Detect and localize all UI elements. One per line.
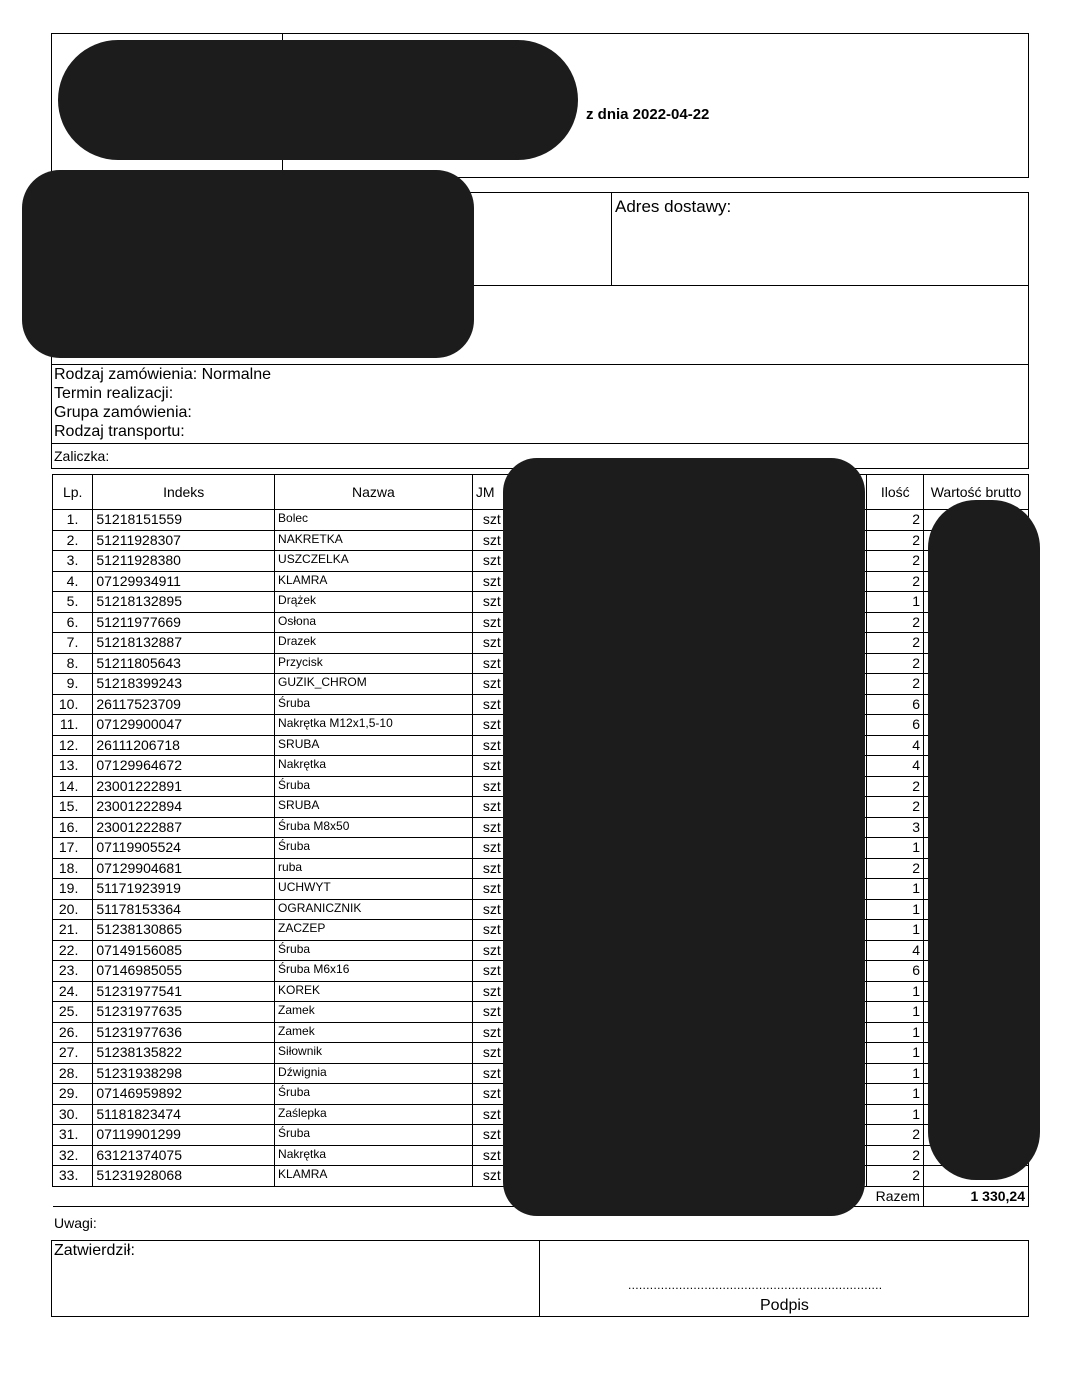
row-quantity: 4	[867, 756, 924, 777]
row-unit: szt	[472, 1022, 512, 1043]
row-lp: 20.	[53, 899, 93, 920]
col-value: Wartość brutto	[923, 475, 1028, 510]
row-index: 51218151559	[93, 510, 275, 531]
row-lp: 15.	[53, 797, 93, 818]
col-qty: Ilość	[867, 475, 924, 510]
row-name: Śruba	[275, 1125, 473, 1146]
row-quantity: 2	[867, 571, 924, 592]
row-quantity: 1	[867, 838, 924, 859]
row-index: 51218132887	[93, 633, 275, 654]
row-unit: szt	[472, 510, 512, 531]
row-unit: szt	[472, 530, 512, 551]
row-quantity: 2	[867, 1125, 924, 1146]
row-index: 07146959892	[93, 1084, 275, 1105]
row-unit: szt	[472, 797, 512, 818]
row-unit: szt	[472, 776, 512, 797]
row-name: KOREK	[275, 981, 473, 1002]
row-index: 51218132895	[93, 592, 275, 613]
row-unit: szt	[472, 858, 512, 879]
delivery-address-label: Adres dostawy:	[615, 197, 732, 216]
row-lp: 12.	[53, 735, 93, 756]
row-name: Śruba	[275, 1084, 473, 1105]
row-unit: szt	[472, 674, 512, 695]
row-unit: szt	[472, 1145, 512, 1166]
row-index: 23001222894	[93, 797, 275, 818]
row-unit: szt	[472, 694, 512, 715]
row-unit: szt	[472, 1002, 512, 1023]
row-unit: szt	[472, 571, 512, 592]
row-quantity: 1	[867, 981, 924, 1002]
row-unit: szt	[472, 1063, 512, 1084]
row-lp: 16.	[53, 817, 93, 838]
row-quantity: 2	[867, 530, 924, 551]
row-lp: 4.	[53, 571, 93, 592]
row-quantity: 2	[867, 653, 924, 674]
row-name: ruba	[275, 858, 473, 879]
row-name: KLAMRA	[275, 571, 473, 592]
row-lp: 32.	[53, 1145, 93, 1166]
row-index: 51238130865	[93, 920, 275, 941]
row-name: UCHWYT	[275, 879, 473, 900]
row-name: Drążek	[275, 592, 473, 613]
row-lp: 10.	[53, 694, 93, 715]
signature-label: Podpis	[760, 1297, 809, 1314]
row-unit: szt	[472, 612, 512, 633]
row-quantity: 1	[867, 1002, 924, 1023]
row-quantity: 1	[867, 1043, 924, 1064]
row-index: 07129934911	[93, 571, 275, 592]
row-name: GUZIK_CHROM	[275, 674, 473, 695]
row-index: 51211928380	[93, 551, 275, 572]
row-index: 07146985055	[93, 961, 275, 982]
row-name: Zaślepka	[275, 1104, 473, 1125]
row-index: 51231938298	[93, 1063, 275, 1084]
total-value: 1 330,24	[923, 1186, 1028, 1207]
address-divider	[611, 192, 612, 286]
row-index: 51211805643	[93, 653, 275, 674]
row-lp: 21.	[53, 920, 93, 941]
redaction-header	[58, 40, 578, 160]
row-lp: 24.	[53, 981, 93, 1002]
row-quantity: 2	[867, 1166, 924, 1187]
row-quantity: 2	[867, 1145, 924, 1166]
row-unit: szt	[472, 879, 512, 900]
row-quantity: 2	[867, 510, 924, 531]
row-unit: szt	[472, 940, 512, 961]
row-lp: 6.	[53, 612, 93, 633]
row-name: Siłownik	[275, 1043, 473, 1064]
row-name: SRUBA	[275, 797, 473, 818]
row-lp: 11.	[53, 715, 93, 736]
row-unit: szt	[472, 1043, 512, 1064]
row-quantity: 6	[867, 961, 924, 982]
row-unit: szt	[472, 920, 512, 941]
row-unit: szt	[472, 735, 512, 756]
row-unit: szt	[472, 551, 512, 572]
row-lp: 9.	[53, 674, 93, 695]
row-unit: szt	[472, 961, 512, 982]
col-name: Nazwa	[275, 475, 473, 510]
row-quantity: 4	[867, 735, 924, 756]
row-lp: 7.	[53, 633, 93, 654]
row-lp: 19.	[53, 879, 93, 900]
row-unit: szt	[472, 1084, 512, 1105]
row-index: 51238135822	[93, 1043, 275, 1064]
row-quantity: 2	[867, 551, 924, 572]
order-term: Termin realizacji:	[54, 385, 174, 402]
order-transport: Rodzaj transportu:	[54, 423, 185, 440]
row-lp: 26.	[53, 1022, 93, 1043]
row-name: Dźwignia	[275, 1063, 473, 1084]
row-index: 51231928068	[93, 1166, 275, 1187]
row-quantity: 2	[867, 612, 924, 633]
row-index: 07129904681	[93, 858, 275, 879]
row-name: Śruba M6x16	[275, 961, 473, 982]
row-name: USZCZELKA	[275, 551, 473, 572]
row-name: Śruba	[275, 694, 473, 715]
redaction-address	[22, 170, 474, 358]
row-unit: szt	[472, 715, 512, 736]
row-lp: 33.	[53, 1166, 93, 1187]
row-index: 23001222887	[93, 817, 275, 838]
row-lp: 23.	[53, 961, 93, 982]
row-lp: 25.	[53, 1002, 93, 1023]
row-quantity: 1	[867, 920, 924, 941]
row-unit: szt	[472, 981, 512, 1002]
row-lp: 13.	[53, 756, 93, 777]
row-unit: szt	[472, 756, 512, 777]
row-name: OGRANICZNIK	[275, 899, 473, 920]
row-name: Zamek	[275, 1002, 473, 1023]
col-jm: JM	[472, 475, 512, 510]
row-name: Śruba	[275, 940, 473, 961]
row-lp: 18.	[53, 858, 93, 879]
row-lp: 14.	[53, 776, 93, 797]
row-quantity: 2	[867, 674, 924, 695]
row-unit: szt	[472, 653, 512, 674]
row-name: Zamek	[275, 1022, 473, 1043]
row-index: 51231977636	[93, 1022, 275, 1043]
row-index: 51211928307	[93, 530, 275, 551]
row-index: 51231977635	[93, 1002, 275, 1023]
row-unit: szt	[472, 592, 512, 613]
row-quantity: 1	[867, 899, 924, 920]
row-index: 63121374075	[93, 1145, 275, 1166]
row-lp: 8.	[53, 653, 93, 674]
row-quantity: 1	[867, 1104, 924, 1125]
row-name: Nakrętka M12x1,5-10	[275, 715, 473, 736]
row-index: 23001222891	[93, 776, 275, 797]
row-lp: 28.	[53, 1063, 93, 1084]
row-quantity: 2	[867, 633, 924, 654]
row-index: 51178153364	[93, 899, 275, 920]
row-unit: szt	[472, 633, 512, 654]
notes-label: Uwagi:	[54, 1215, 97, 1231]
row-lp: 1.	[53, 510, 93, 531]
row-name: ZACZEP	[275, 920, 473, 941]
advance-label: Zaliczka:	[54, 448, 110, 464]
row-name: Osłona	[275, 612, 473, 633]
col-lp: Lp.	[53, 475, 93, 510]
row-unit: szt	[472, 1166, 512, 1187]
total-label: Razem	[53, 1186, 924, 1207]
row-lp: 2.	[53, 530, 93, 551]
row-name: Przycisk	[275, 653, 473, 674]
row-index: 51171923919	[93, 879, 275, 900]
row-lp: 5.	[53, 592, 93, 613]
row-quantity: 6	[867, 694, 924, 715]
row-quantity: 2	[867, 858, 924, 879]
row-index: 07129964672	[93, 756, 275, 777]
order-group: Grupa zamówienia:	[54, 404, 192, 421]
row-quantity: 2	[867, 776, 924, 797]
row-name: Drazek	[275, 633, 473, 654]
row-lp: 27.	[53, 1043, 93, 1064]
row-name: Bolec	[275, 510, 473, 531]
row-quantity: 1	[867, 879, 924, 900]
row-name: Śruba	[275, 838, 473, 859]
row-unit: szt	[472, 838, 512, 859]
row-index: 51211977669	[93, 612, 275, 633]
row-lp: 30.	[53, 1104, 93, 1125]
row-quantity: 4	[867, 940, 924, 961]
row-name: Śruba	[275, 776, 473, 797]
row-index: 26111206718	[93, 735, 275, 756]
row-index: 07129900047	[93, 715, 275, 736]
row-lp: 3.	[53, 551, 93, 572]
row-name: NAKRETKA	[275, 530, 473, 551]
row-name: Nakrętka	[275, 1145, 473, 1166]
row-index: 51218399243	[93, 674, 275, 695]
row-quantity: 3	[867, 817, 924, 838]
row-index: 07119905524	[93, 838, 275, 859]
row-index: 51231977541	[93, 981, 275, 1002]
approval-divider	[539, 1240, 540, 1317]
row-index: 51181823474	[93, 1104, 275, 1125]
row-index: 07149156085	[93, 940, 275, 961]
row-unit: szt	[472, 899, 512, 920]
row-unit: szt	[472, 817, 512, 838]
redaction-values	[928, 500, 1040, 1180]
row-quantity: 1	[867, 592, 924, 613]
row-unit: szt	[472, 1104, 512, 1125]
row-name: SRUBA	[275, 735, 473, 756]
row-lp: 22.	[53, 940, 93, 961]
row-index: 07119901299	[93, 1125, 275, 1146]
order-date: z dnia 2022-04-22	[586, 106, 710, 123]
signature-dots: ......................................................................	[628, 1278, 883, 1292]
redaction-middle-columns	[503, 458, 865, 1216]
row-lp: 17.	[53, 838, 93, 859]
row-quantity: 1	[867, 1063, 924, 1084]
row-quantity: 1	[867, 1022, 924, 1043]
row-unit: szt	[472, 1125, 512, 1146]
row-quantity: 1	[867, 1084, 924, 1105]
row-lp: 31.	[53, 1125, 93, 1146]
row-quantity: 2	[867, 797, 924, 818]
row-index: 26117523709	[93, 694, 275, 715]
row-name: Śruba M8x50	[275, 817, 473, 838]
order-type: Rodzaj zamówienia: Normalne	[54, 366, 271, 383]
approved-by-label: Zatwierdził:	[54, 1242, 135, 1259]
col-index: Indeks	[93, 475, 275, 510]
row-quantity: 6	[867, 715, 924, 736]
row-name: Nakrętka	[275, 756, 473, 777]
row-name: KLAMRA	[275, 1166, 473, 1187]
row-lp: 29.	[53, 1084, 93, 1105]
